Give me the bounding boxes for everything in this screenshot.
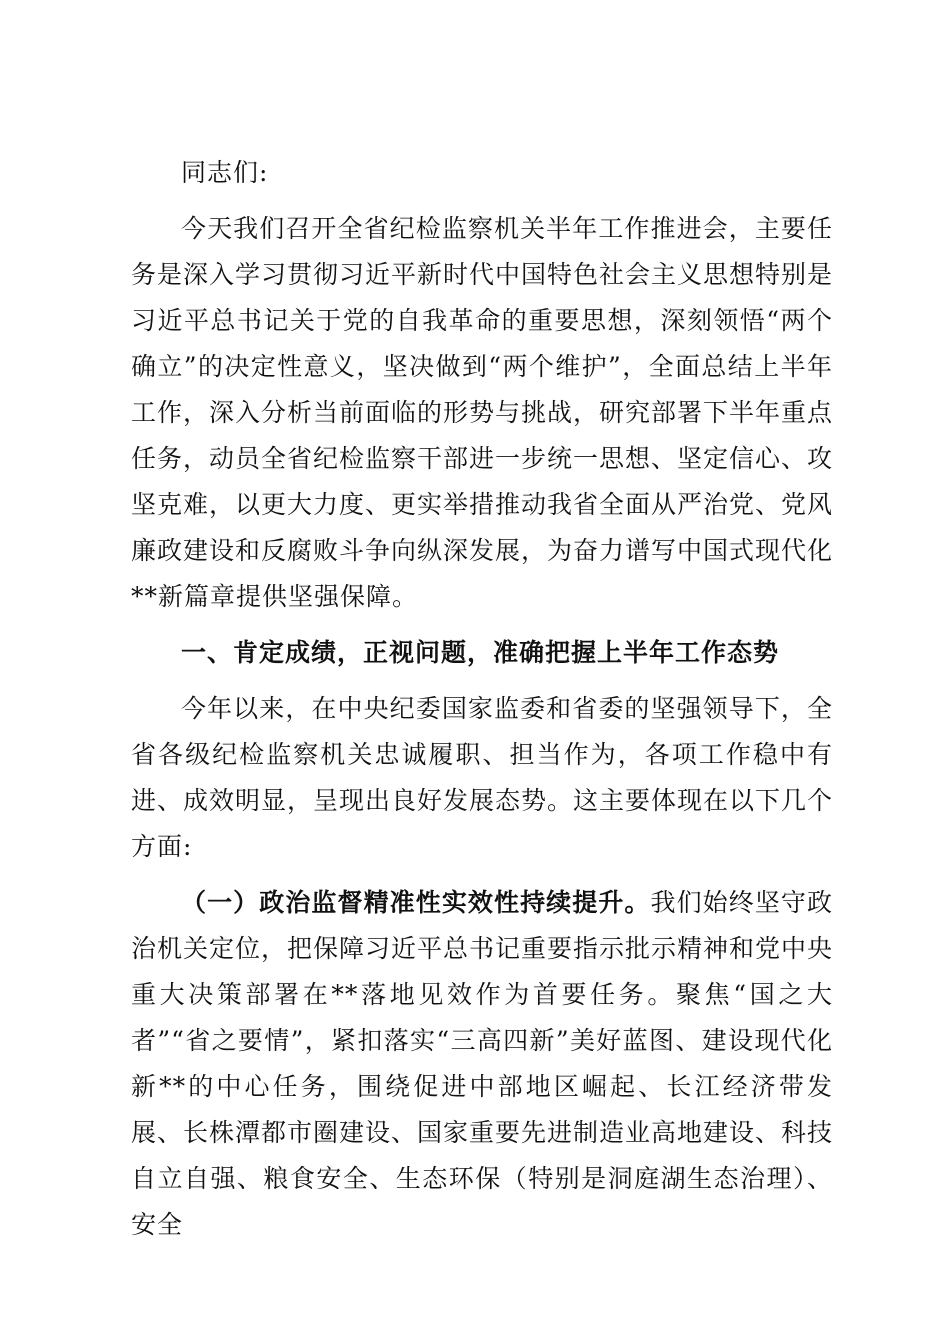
section-paragraph: 今年以来，在中央纪委国家监委和省委的坚强领导下，全省各级纪检监察机关忠诚履职、担当作为，各项工作稳中有进、成效明显，呈现出良好发展态势。这主要体现在以下几个方面: — [131, 694, 834, 861]
document-body — [131, 150, 833, 1258]
subsection-lead: （一）政治监督精准性实效性持续提升。 — [181, 888, 651, 917]
greeting: 同志们: — [181, 158, 269, 187]
section-heading: 一、肯定成绩，正视问题，准确把握上半年工作态势 — [181, 638, 780, 667]
subsection-paragraph — [131, 880, 833, 1248]
subsection-text: 我们始终坚守政治机关定位，把保障习近平总书记重要指示批示精神和党中央重大决策部署在**落地见效作为首要任务。聚焦“国之大者”“省之要情”，紧扣落实“三高四新”美好蓝图、建设现代化新**的中心任务，围绕促进中部地区崛起、长江经济带发展、长株潭都市圈建设、国家重要先进制造业高地建设、科技自立自强、粮食安全、生态环保（特别是洞庭湖生态治理）、安全 — [131, 888, 834, 1239]
intro-paragraph: 今天我们召开全省纪检监察机关半年工作推进会，主要任务是深入学习贯彻习近平新时代中国特色社会主义思想特别是习近平总书记关于党的自我革命的重要思想，深刻领悟“两个确立”的决定性意义，坚决做到“两个维护”，全面总结上半年工作，深入分析当前面临的形势与挑战，研究部署下半年重点任务，动员全省纪检监察干部进一步统一思想、坚定信心、攻坚克难，以更大力度、更实举措推动我省全面从严治党、党风廉政建设和反腐败斗争向纵深发展，为奋力谱写中国式现代化**新篇章提供坚强保障。 — [131, 214, 834, 611]
